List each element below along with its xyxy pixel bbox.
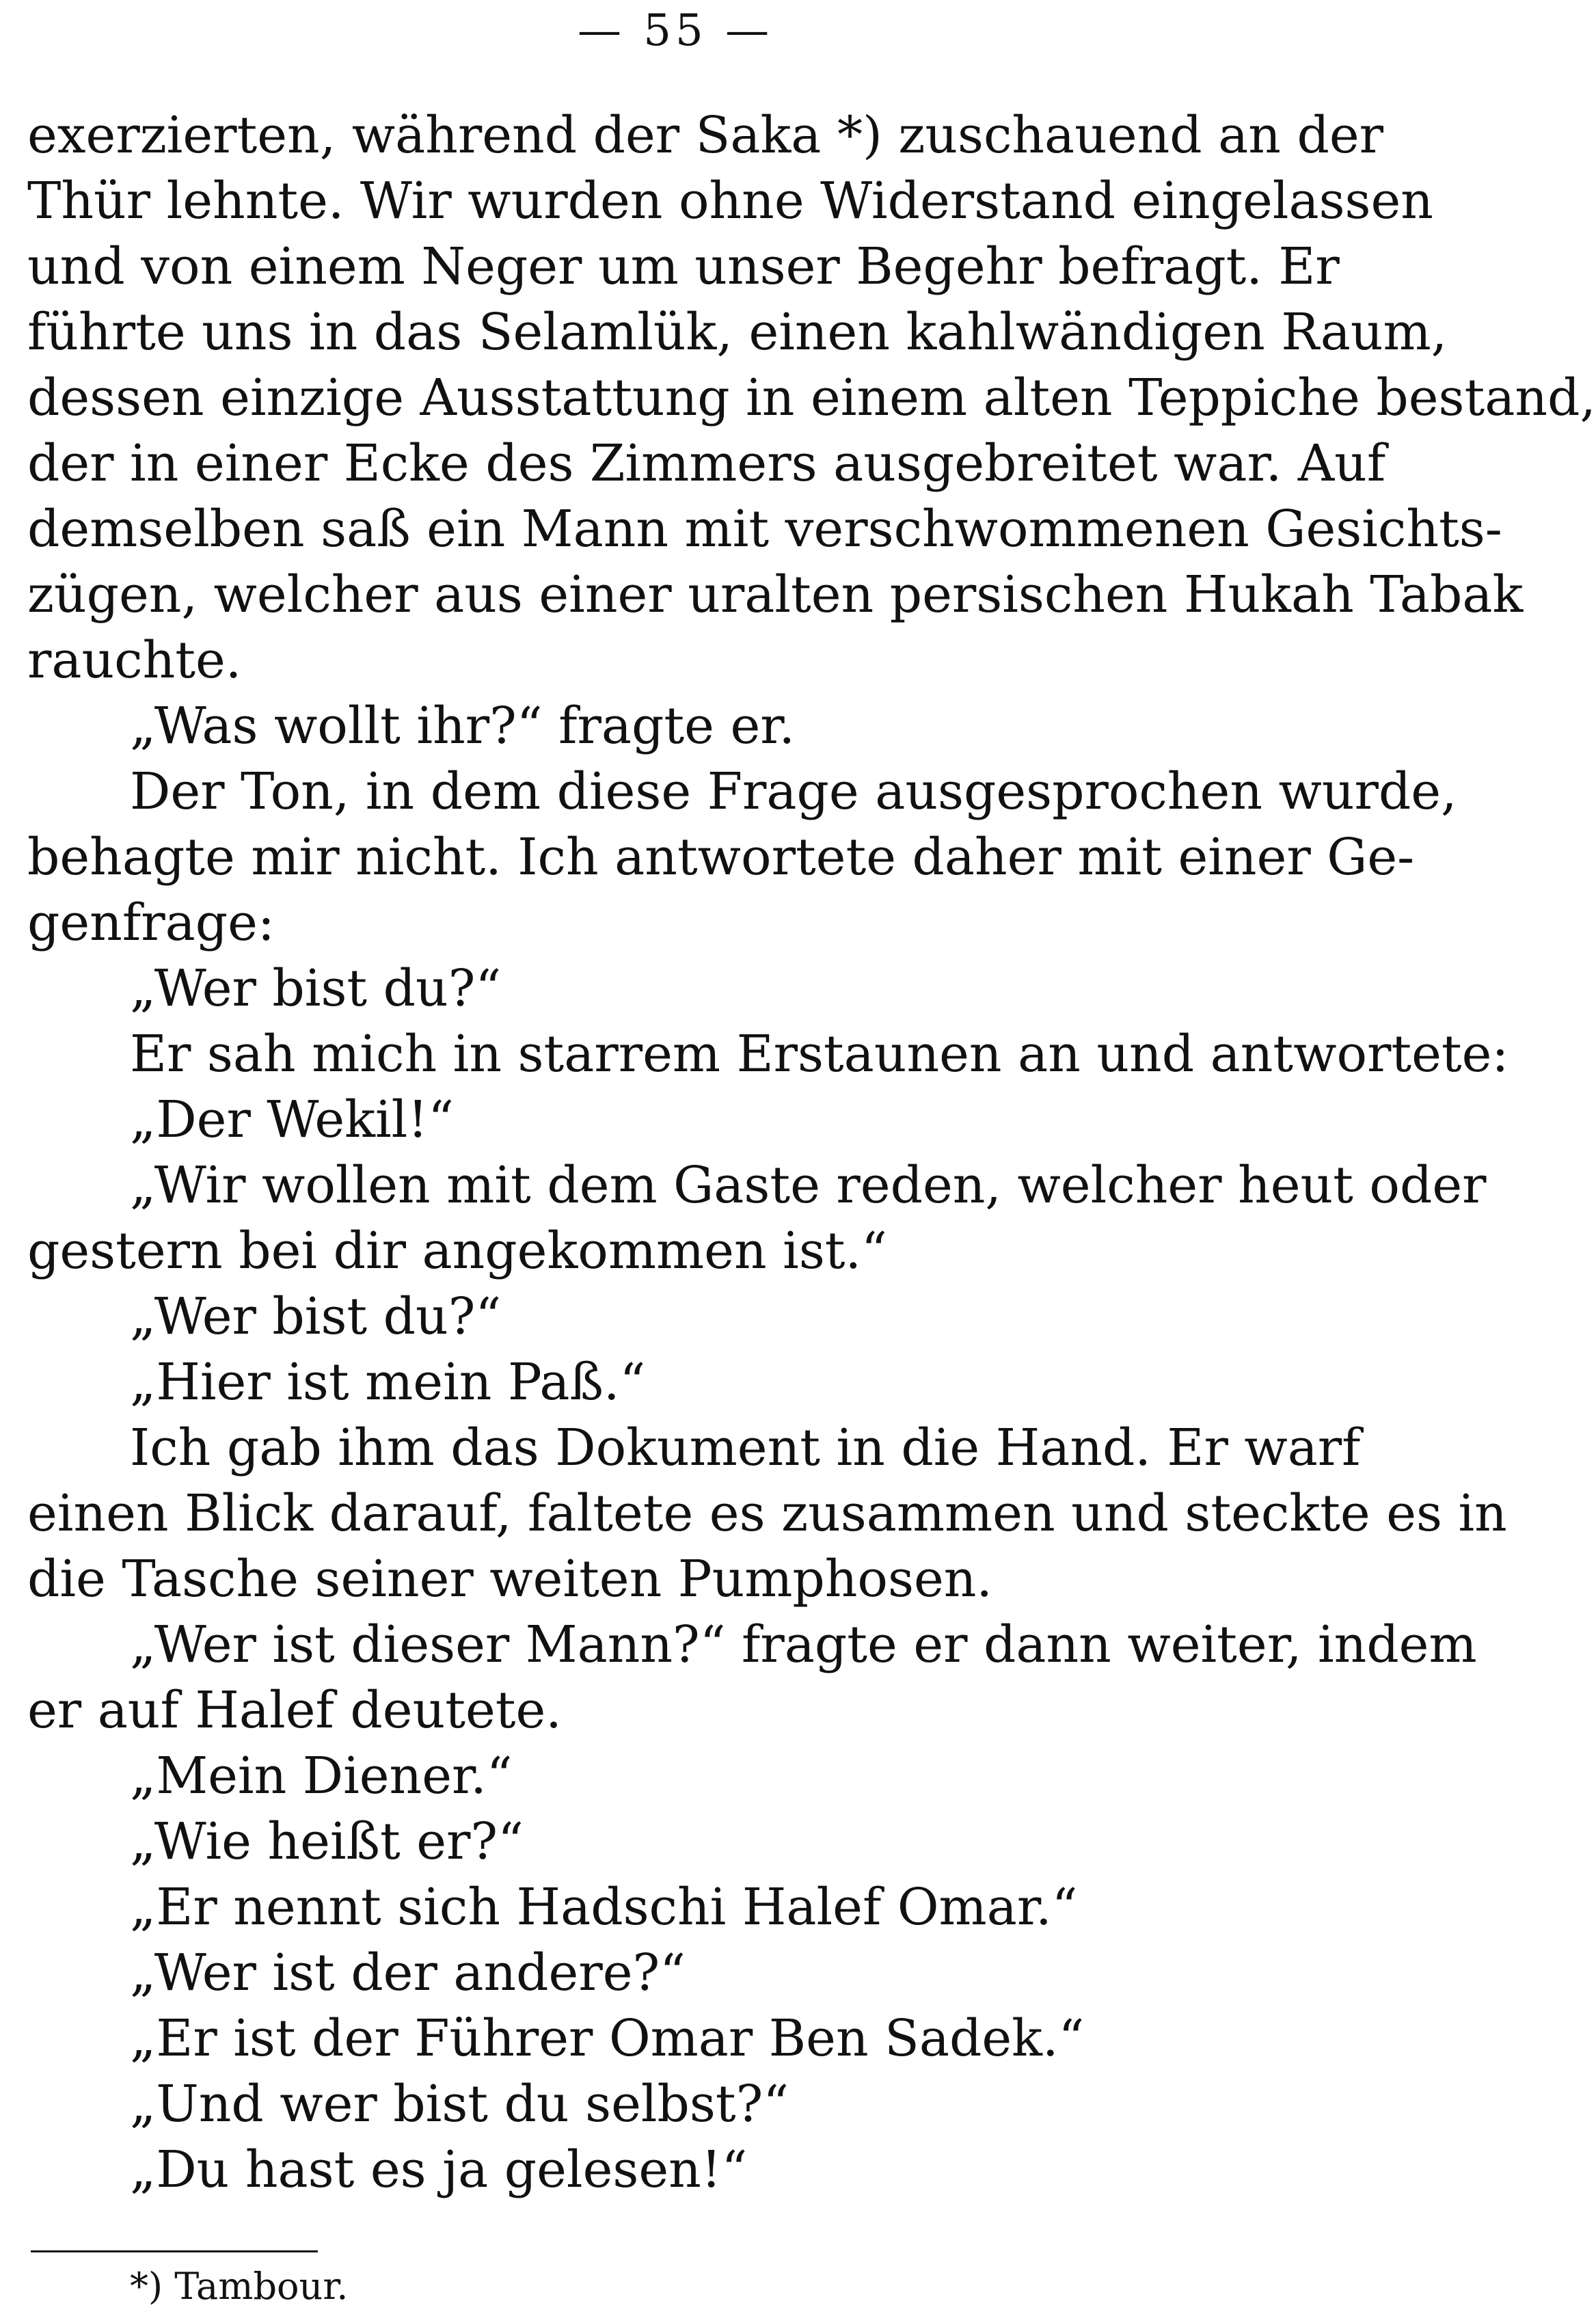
page-number: — 55 —: [577, 5, 774, 56]
text-line: „Der Wekil!“: [130, 1090, 454, 1149]
footnote-divider: [31, 2250, 318, 2252]
text-line: genfrage:: [27, 893, 275, 952]
text-line: „Wie heißt er?“: [130, 1812, 524, 1871]
text-line: „Wir wollen mit dem Gaste reden, welcher heut oder: [130, 1156, 1487, 1215]
text-line: „Er nennt sich Hadschi Halef Omar.“: [130, 1878, 1078, 1937]
text-line: „Mein Diener.“: [130, 1747, 513, 1805]
text-line: Er sah mich in starrem Erstaunen an und antwortete:: [130, 1025, 1509, 1083]
text-line: „Er ist der Führer Omar Ben Sadek.“: [130, 2009, 1085, 2068]
text-line: behagte mir nicht. Ich antwortete daher mit einer Ge-: [27, 828, 1415, 887]
text-line: demselben saß ein Mann mit verschwommenen Gesichts-: [27, 500, 1502, 558]
text-line: „Was wollt ihr?“ fragte er.: [130, 697, 796, 755]
text-line: „Und wer bist du selbst?“: [130, 2075, 789, 2133]
body-text: [27, 103, 1596, 2203]
text-line: er auf Halef deutete.: [27, 1681, 562, 1740]
text-line: „Wer bist du?“: [130, 959, 502, 1018]
text-line: Ich gab ihm das Dokument in die Hand. Er warf: [130, 1418, 1361, 1477]
text-line: einen Blick darauf, faltete es zusammen und steckte es in: [27, 1484, 1507, 1543]
text-line: zügen, welcher aus einer uralten persischen Hukah Tabak: [27, 565, 1524, 624]
text-line: Der Ton, in dem diese Frage ausgesprochen wurde,: [130, 762, 1457, 821]
footnote: *) Tambour.: [130, 2265, 349, 2308]
text-line: „Wer ist dieser Mann?“ fragte er dann weiter, indem: [130, 1615, 1477, 1674]
text-line: „Wer ist der andere?“: [130, 1943, 686, 2002]
text-line: der in einer Ecke des Zimmers ausgebreitet war. Auf: [27, 434, 1386, 493]
text-line: Thür lehnte. Wir wurden ohne Widerstand eingelassen: [27, 172, 1433, 230]
text-line: und von einem Neger um unser Begehr befragt. Er: [27, 237, 1340, 296]
text-line: die Tasche seiner weiten Pumphosen.: [27, 1550, 992, 1608]
text-line: „Hier ist mein Paß.“: [130, 1353, 646, 1412]
text-line: „Wer bist du?“: [130, 1287, 502, 1346]
text-line: führte uns in das Selamlük, einen kahlwändigen Raum,: [27, 303, 1448, 362]
text-line: „Du hast es ja gelesen!“: [130, 2140, 748, 2199]
text-line: gestern bei dir angekommen ist.“: [27, 1222, 887, 1280]
text-line: rauchte.: [27, 631, 242, 690]
text-line: dessen einzige Ausstattung in einem alten Teppiche bestand,: [27, 368, 1596, 427]
text-line: exerzierten, während der Saka *) zuschauend an der: [27, 106, 1384, 165]
